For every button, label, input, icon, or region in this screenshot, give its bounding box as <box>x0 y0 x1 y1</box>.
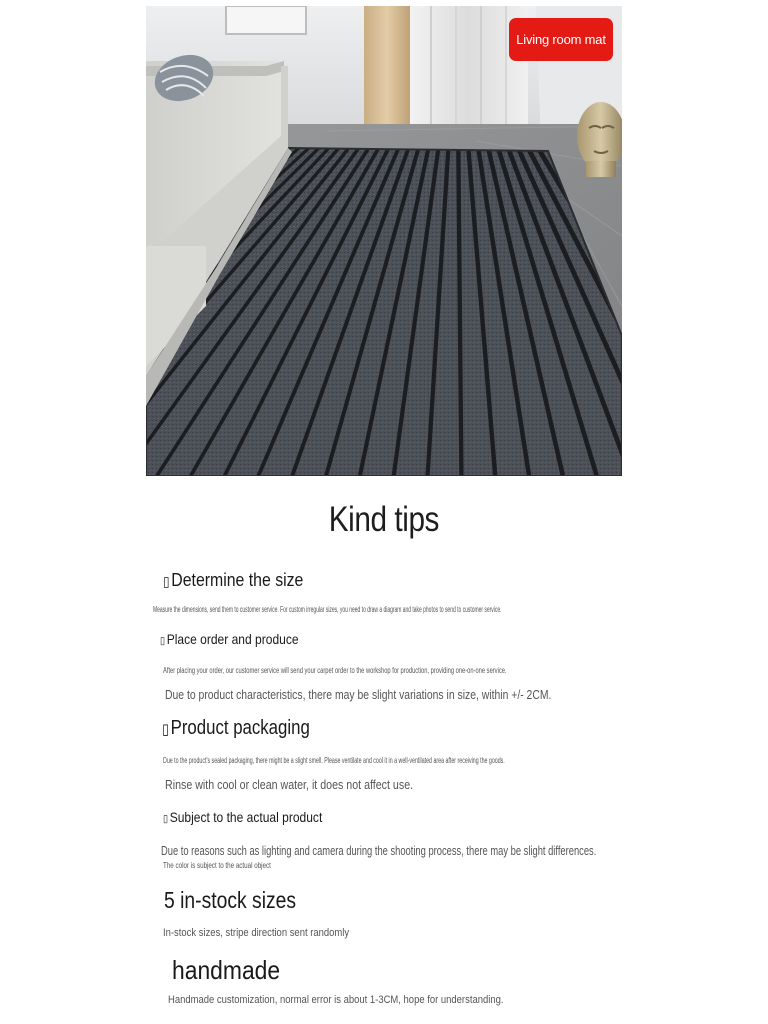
tip-body-packaging: Due to the product's sealed packaging, there might be a slight smell. Please ventilate and cool it in a well-ventilated area after receiving the goods. <box>163 756 505 765</box>
bullet-icon: ▯ <box>163 574 170 589</box>
category-badge: Living room mat <box>509 18 613 61</box>
product-photo <box>146 6 622 476</box>
tip-note-actual: The color is subject to the actual object <box>163 861 271 870</box>
tip-heading-size-text: Determine the size <box>171 570 304 590</box>
sizes-body: In-stock sizes, stripe direction sent randomly <box>163 927 350 939</box>
tip-body-actual: Due to reasons such as lighting and camera during the shooting process, there may be slight differences. <box>161 843 597 858</box>
bullet-icon: ▯ <box>160 635 165 647</box>
tip-heading-packaging <box>162 717 310 740</box>
handmade-heading: handmade <box>172 955 281 985</box>
handmade-body: Handmade customization, normal error is about 1-3CM, hope for understanding. <box>168 994 504 1006</box>
tip-heading-order <box>160 631 299 647</box>
tip-heading-size <box>163 570 303 591</box>
living-room-scene <box>146 6 622 476</box>
tip-heading-actual <box>163 809 322 825</box>
bullet-icon: ▯ <box>162 721 169 738</box>
tip-note-packaging: Rinse with cool or clean water, it does not affect use. <box>165 777 414 792</box>
bullet-icon: ▯ <box>163 813 168 825</box>
tip-body-size: Measure the dimensions, send them to customer service. For custom irregular sizes, you need to draw a diagram and take photos to send to customer service. <box>153 605 502 614</box>
tip-note-order: Due to product characteristics, there may be slight variations in size, within +/- 2CM. <box>165 687 552 702</box>
tip-heading-actual-text: Subject to the actual product <box>169 809 323 825</box>
section-title <box>0 500 768 540</box>
tip-body-order: After placing your order, our customer service will send your carpet order to the workshop for production, providing one-on-one service. <box>163 666 507 675</box>
mat-stripe <box>458 148 461 476</box>
tip-heading-packaging-text: Product packaging <box>170 717 310 739</box>
tip-heading-order-text: Place order and produce <box>166 631 299 647</box>
section-title-text: Kind tips <box>328 500 440 539</box>
sizes-heading: 5 in-stock sizes <box>164 887 297 913</box>
